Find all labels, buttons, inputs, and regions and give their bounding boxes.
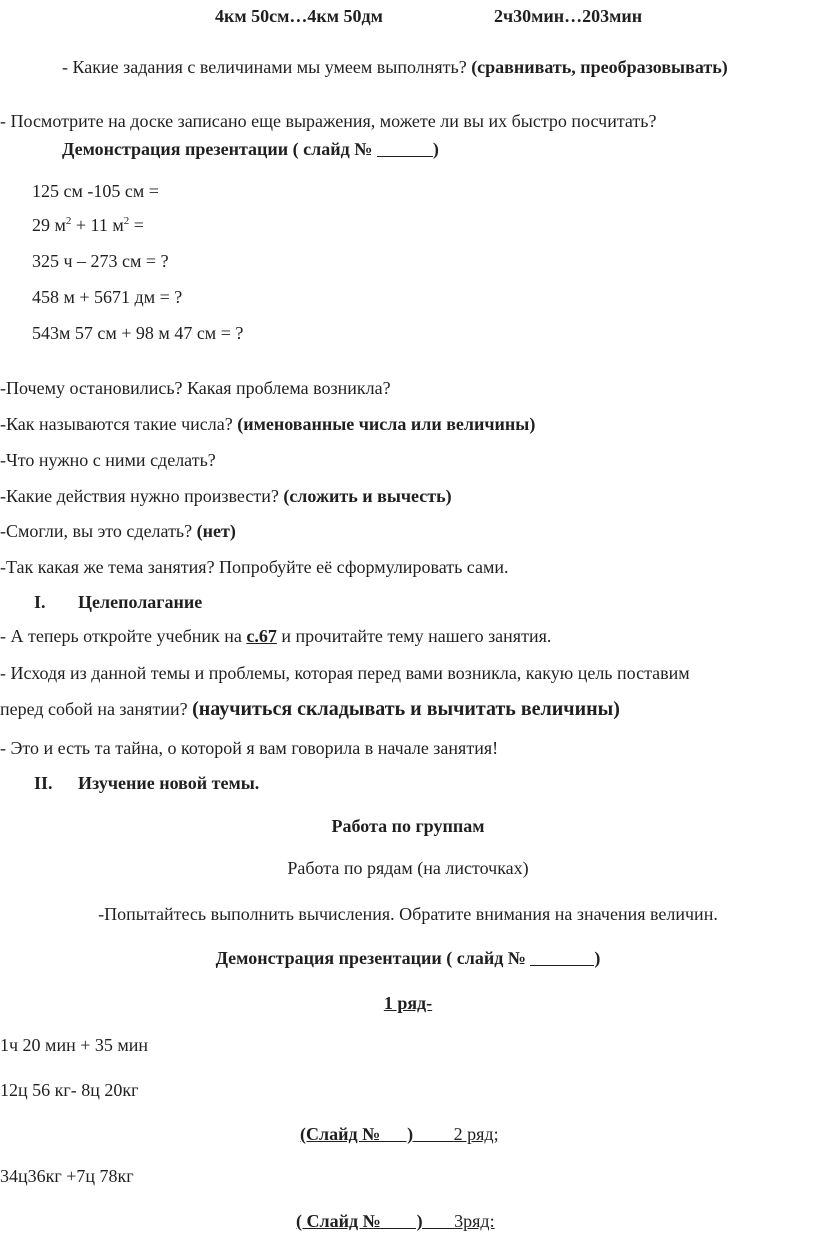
section-1-number: I.	[34, 592, 46, 612]
question-6: -Так какая же тема занятия? Попробуйте её сформулировать сами.	[0, 557, 509, 577]
instruction-line: -Попытайтесь выполнить вычисления. Обратите внимания на значения величин.	[98, 904, 718, 924]
row-3-label: 3ряд:	[454, 1211, 495, 1231]
row-2-heading	[300, 1123, 499, 1145]
demo-slide-1	[62, 138, 439, 160]
demo-slide-1-text: Демонстрация презентации ( слайд №	[62, 139, 377, 159]
row-1-example-1: 1ч 20 мин + 35 мин	[0, 1035, 149, 1055]
section-2-number: II.	[34, 773, 53, 793]
goal-line-2: перед собой на занятии? (научиться складывать и вычитать величины)	[0, 698, 620, 720]
expression-3: 325 ч – 273 см = ?	[32, 251, 169, 271]
question-3: -Что нужно с ними сделать?	[0, 450, 216, 470]
secret-line: - Это и есть та тайна, о которой я вам говорила в начале занятия!	[0, 738, 499, 758]
question-5: -Смогли, вы это сделать? (нет)	[0, 521, 236, 541]
demo-slide-2-text: Демонстрация презентации ( слайд №	[215, 948, 531, 968]
expression-5: 543м 57 см + 98 м 47 см = ?	[32, 323, 244, 343]
row-2-label: 2 ряд;	[453, 1124, 499, 1144]
group-work-heading: Работа по группам	[331, 816, 485, 836]
row-work-line: Работа по рядам (на листочках)	[287, 858, 529, 878]
question-4-answer: (сложить и вычесть)	[283, 486, 452, 506]
question-2-answer: (именованные числа или величины)	[237, 414, 536, 434]
question-2: -Как называются такие числа? (именованные числа или величины)	[0, 414, 536, 434]
row-3-slide: ( Слайд № )	[296, 1211, 423, 1231]
row-1-title: 1 ряд-	[383, 993, 433, 1013]
question-tasks-answer: (сравнивать, преобразовывать)	[471, 57, 728, 77]
header-right: 2ч30мин…203мин	[494, 6, 643, 26]
demo-slide-2-close: )	[594, 948, 601, 968]
question-1: -Почему остановились? Какая проблема возникла?	[0, 378, 391, 398]
expression-4: 458 м + 5671 дм = ?	[32, 287, 183, 307]
row-2-example-1: 34ц36кг +7ц 78кг	[0, 1166, 134, 1186]
row-2-slide: (Слайд № )	[300, 1124, 414, 1144]
slide-number-blank	[530, 949, 594, 966]
question-4: -Какие действия нужно произвести? (сложить и вычесть)	[0, 486, 452, 506]
goal-line-1: - Исходя из данной темы и проблемы, которая перед вами возникла, какую цель поставим	[0, 663, 690, 683]
section-1-title: Целеполагание	[78, 592, 203, 612]
goal-answer: (научиться складывать и вычитать величины)	[192, 698, 620, 720]
question-tasks-text: - Какие задания с величинами мы умеем выполнять?	[62, 57, 472, 77]
textbook-line: - А теперь откройте учебник на с.67 и прочитайте тему нашего занятия.	[0, 626, 552, 646]
question-tasks	[62, 56, 728, 78]
question-5-answer: (нет)	[196, 521, 236, 541]
expression-2: 29 $м^2 + 11$ $м^2$ =	[32, 215, 144, 235]
row-3-heading	[296, 1210, 495, 1232]
demo-slide-1-close: )	[432, 139, 439, 159]
section-2-title: Изучение новой темы.	[78, 773, 260, 793]
textbook-page: с.67	[246, 626, 277, 646]
question-board: - Посмотрите на доске записано еще выражения, можете ли вы их быстро посчитать?	[0, 111, 657, 131]
demo-slide-2	[0, 947, 816, 969]
header-left: 4км 50см…4км 50дм	[215, 6, 383, 26]
expression-1: 125 см -105 см =	[32, 181, 159, 201]
row-1-example-2: 12ц 56 кг- 8ц 20кг	[0, 1080, 139, 1100]
slide-number-blank	[377, 140, 433, 157]
